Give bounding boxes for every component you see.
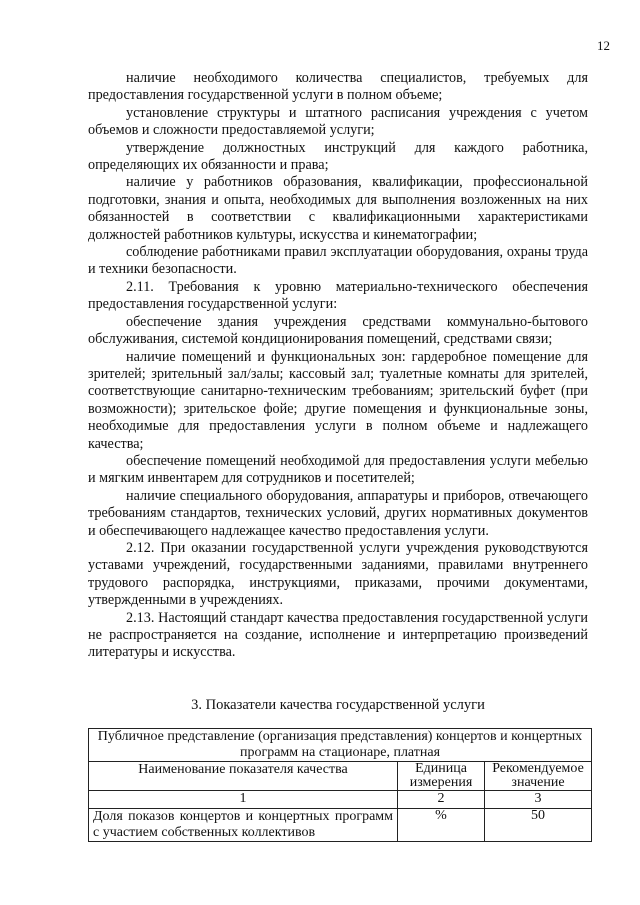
paragraph: наличие необходимого количества специалистов, требуемых для предоставления государственной услуги в полном объеме; — [88, 70, 588, 104]
page-number: 12 — [597, 38, 610, 53]
paragraph: обеспечение помещений необходимой для предоставления услуги мебелью и мягким инвентарем для сотрудников и посетителей; — [88, 452, 588, 487]
paragraph: установление структуры и штатного расписания учреждения с учетом объемов и сложности предоставляемой услуги; — [88, 104, 588, 139]
paragraph: наличие помещений и функциональных зон: гардеробное помещение для зрителей; зрительный зал/залы; кассовый зал; туалетные комнаты для зрителей, соответствующие санитарно-техническим требованиям; зрительский буфет (при возможности); зрительское фойе; другие помещения и функциональные зоны, необходимые для предоставления услуги в полном объеме и надлежащего качества; — [88, 348, 588, 452]
paragraph: 2.13. Настоящий стандарт качества предоставления государственной услуги не распространяется на создание, исполнение и интерпретацию произведений литературы и искусства. — [88, 609, 588, 661]
paragraph: наличие у работников образования, квалификации, профессиональной подготовки, знания и опыта, необходимых для выполнения возложенных на них обязанностей в соответствии с квалификационными характеристиками должностей работников культуры, искусства и кинематографии; — [88, 174, 588, 243]
quality-indicators-table — [88, 728, 592, 842]
indicator-name: Доля показов концертов и концертных программ с участием собственных коллективов — [89, 809, 398, 842]
paragraph: утверждение должностных инструкций для каждого работника, определяющих их обязанности и права; — [88, 139, 588, 174]
paragraph: 2.12. При оказании государственной услуги учреждения руководствуются уставами учреждений, государственными заданиями, правилами внутреннего трудового распорядка, инструкциями, приказами, прочими документами, утвержденными в учреждениях. — [88, 539, 588, 609]
paragraph: 2.11. Требования к уровню материально-технического обеспечения предоставления государственной услуги: — [88, 278, 588, 313]
paragraph: обеспечение здания учреждения средствами коммунально-бытового обслуживания, системой кондиционирования помещений, средствами связи; — [88, 313, 588, 348]
section-heading: 3. Показатели качества государственной услуги — [191, 697, 485, 713]
table-row — [89, 809, 592, 842]
header-recommended-value: Рекомендуемое значение — [485, 762, 592, 791]
paragraph: наличие специального оборудования, аппаратуры и приборов, отвечающего требованиям стандартов, технических условий, других нормативных документов и обеспечивающего надлежащее качество предоставления услуги. — [88, 487, 588, 539]
paragraph: соблюдение работниками правил эксплуатации оборудования, охраны труда и техники безопасности. — [88, 244, 588, 278]
header-indicator-name: Наименование показателя качества — [89, 762, 398, 791]
column-number: 3 — [485, 791, 592, 809]
body-text — [88, 70, 588, 662]
table-title: Публичное представление (организация представления) концертов и концертных программ на стационаре, платная — [89, 729, 592, 762]
column-number: 2 — [398, 791, 485, 809]
indicator-value: 50 — [485, 809, 592, 842]
column-number: 1 — [89, 791, 398, 809]
indicator-unit: % — [398, 809, 485, 842]
header-unit: Единица измерения — [398, 762, 485, 791]
